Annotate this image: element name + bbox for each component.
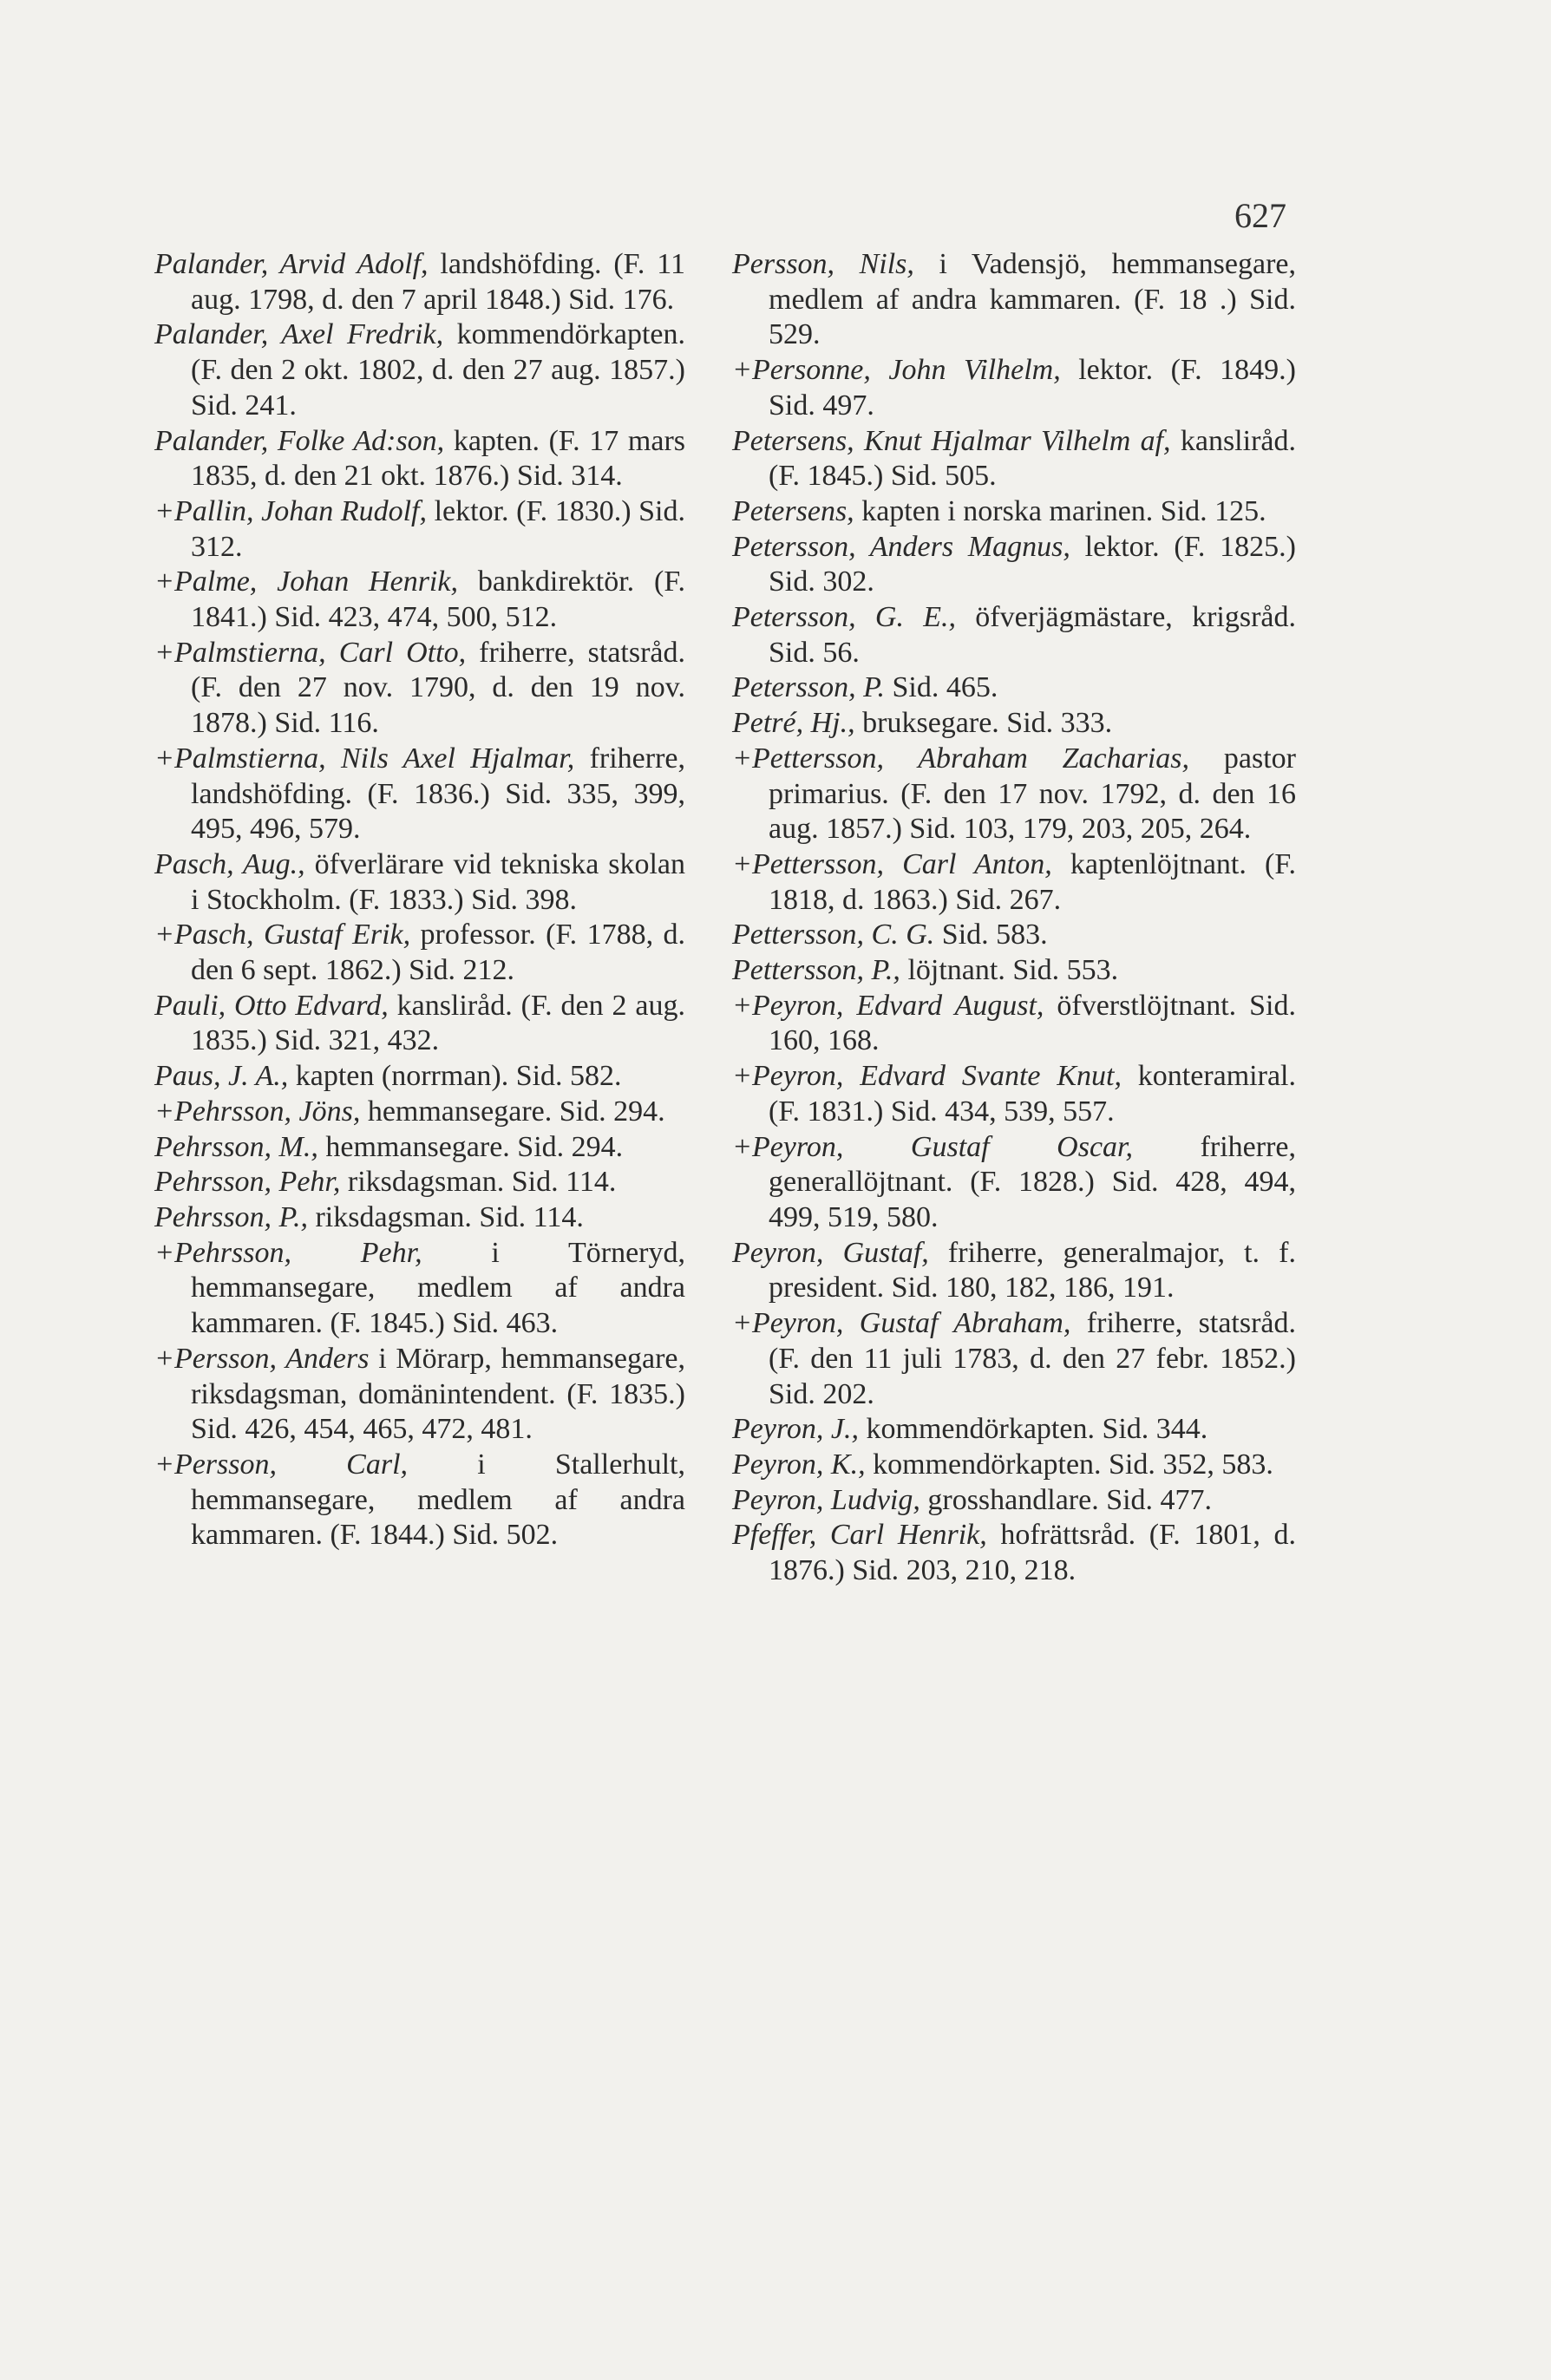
index-entry (732, 989, 1296, 1059)
entry-name: Peyron, Ludvig, (732, 1483, 920, 1516)
index-entry (732, 494, 1296, 530)
index-entry (154, 1095, 685, 1130)
index-entry (732, 742, 1296, 847)
entry-name: Peyron, K., (732, 1448, 866, 1481)
entry-details: lektor. (F. 1830.) Sid. 312. (191, 494, 685, 563)
index-entry (154, 918, 685, 988)
entry-name: +Palme, Johan Henrik, (154, 566, 458, 598)
entry-name: Peyron, J., (732, 1413, 860, 1446)
entry-details: kansliråd. (F. 1845.) Sid. 505. (769, 424, 1296, 493)
entry-details: kansliråd. (F. den 2 aug. 1835.) Sid. 321, 432. (191, 989, 685, 1057)
index-entry (154, 1130, 685, 1166)
index-entry (154, 742, 685, 847)
index-entry (154, 636, 685, 742)
entry-name: Petersens, (732, 494, 854, 527)
entry-details: Sid. 465. (884, 671, 998, 704)
entry-details: hofrättsråd. (F. 1801, d. 1876.) Sid. 203, 210, 218. (769, 1519, 1296, 1587)
entry-details: pastor primarius. (F. den 17 nov. 1792, d. den 16 aug. 1857.) Sid. 103, 179, 203, 205, 264. (769, 742, 1296, 846)
entry-details: öfverjägmästare, krigsråd. Sid. 56. (769, 601, 1296, 669)
entry-name: +Peyron, Gustaf Oscar, (732, 1130, 1134, 1163)
entry-details: i Stallerhult, hemmansegare, medlem af andra kammaren. (F. 1844.) Sid. 502. (191, 1448, 686, 1552)
entry-name: Palander, Arvid Adolf, (154, 248, 429, 280)
entry-name: Petersens, Knut Hjalmar Vilhelm af, (732, 424, 1171, 457)
entry-name: Persson, Nils, (732, 248, 914, 280)
page-number: 627 (1234, 196, 1286, 235)
index-entry (732, 1518, 1296, 1588)
entry-name: +Palmstierna, Nils Axel Hjalmar, (154, 742, 575, 775)
entry-details: bankdirektör. (F. 1841.) Sid. 423, 474, 500, 512. (191, 566, 685, 634)
entry-name: +Pasch, Gustaf Erik, (154, 919, 411, 951)
index-entry (732, 706, 1296, 742)
entry-details: professor. (F. 1788, d. den 6 sept. 1862.) Sid. 212. (191, 919, 686, 987)
entry-name: Pfeffer, Carl Henrik, (732, 1519, 987, 1552)
entry-name: +Pettersson, Carl Anton, (732, 847, 1052, 880)
index-entry (154, 1165, 685, 1200)
entry-details: Sid. 583. (934, 919, 1048, 951)
entry-details: landshöfding. (F. 11 aug. 1798, d. den 7 april 1848.) Sid. 176. (191, 248, 685, 316)
entry-name: Pehrsson, M., (154, 1130, 318, 1163)
entry-name: +Palmstierna, Carl Otto, (154, 636, 467, 669)
index-entry (732, 353, 1296, 423)
index-entry (154, 1200, 685, 1236)
entry-details: i Vadensjö, hemmansegare, medlem af andra kammaren. (F. 18 .) Sid. 529. (769, 248, 1296, 351)
entry-details: konteramiral. (F. 1831.) Sid. 434, 539, 557. (769, 1060, 1296, 1128)
entry-details: friherre, landshöfding. (F. 1836.) Sid. 335, 399, 495, 496, 579. (191, 742, 685, 846)
entry-details: kapten i norska marinen. Sid. 125. (854, 494, 1266, 527)
entry-details: öfverstlöjtnant. Sid. 160, 168. (769, 989, 1296, 1057)
entry-name: +Pettersson, Abraham Zacharias, (732, 742, 1190, 775)
index-entry (154, 424, 685, 494)
index-entry (732, 847, 1296, 918)
entry-name: Pehrsson, P., (154, 1200, 308, 1233)
index-entry (154, 317, 685, 423)
entry-details: kapten. (F. 17 mars 1835, d. den 21 okt. 1876.) Sid. 314. (191, 424, 685, 493)
entry-name: Peyron, Gustaf, (732, 1236, 929, 1269)
index-entry (732, 424, 1296, 494)
index-entry (154, 247, 685, 317)
entry-name: Palander, Folke Ad:son, (154, 424, 445, 457)
index-entry (732, 918, 1296, 953)
index-entry (154, 1342, 685, 1448)
entry-name: +Peyron, Gustaf Abraham, (732, 1307, 1071, 1340)
entry-name: Palander, Axel Fredrik, (154, 318, 444, 351)
entry-name: Petersson, P. (732, 671, 885, 704)
entry-details: riksdagsman. Sid. 114. (340, 1166, 617, 1199)
index-entry (732, 670, 1296, 706)
entry-name: +Peyron, Edvard Svante Knut, (732, 1060, 1122, 1093)
index-entry (732, 1059, 1296, 1129)
index-entry (154, 494, 685, 565)
index-entry (732, 1130, 1296, 1236)
index-entry (154, 1236, 685, 1342)
entry-name: +Pehrsson, Pehr, (154, 1236, 422, 1269)
entry-name: Pettersson, P., (732, 954, 900, 987)
entry-name: Pauli, Otto Edvard, (154, 989, 389, 1022)
index-entry (732, 247, 1296, 353)
index-entry (732, 953, 1296, 989)
index-entry (732, 1448, 1296, 1483)
index-entry (154, 847, 685, 918)
index-entry (154, 1448, 685, 1553)
entry-name: Petré, Hj., (732, 707, 855, 740)
entry-name: +Pehrsson, Jöns, (154, 1095, 361, 1128)
index-entry (732, 530, 1296, 600)
entry-name: +Persson, Anders (154, 1342, 370, 1375)
entry-name: +Peyron, Edvard August, (732, 989, 1044, 1022)
entry-details: lektor. (F. 1825.) Sid. 302. (769, 530, 1296, 598)
entry-details: i Mörarp, hemmansegare, riksdagsman, domänintendent. (F. 1835.) Sid. 426, 454, 465, 472, 481. (191, 1342, 685, 1446)
entry-name: Pettersson, C. G. (732, 919, 935, 951)
entry-name: +Personne, John Vilhelm, (732, 354, 1061, 387)
entry-details: hemmansegare. Sid. 294. (317, 1130, 624, 1163)
entry-name: +Persson, Carl, (154, 1448, 409, 1481)
entry-details: kapten (norrman). Sid. 582. (288, 1060, 622, 1093)
entry-details: friherre, generallöjtnant. (F. 1828.) Sid. 428, 494, 499, 519, 580. (769, 1130, 1296, 1233)
index-entry (732, 1306, 1296, 1412)
index-entry (732, 1483, 1296, 1519)
entry-details: kommendörkapten. (F. den 2 okt. 1802, d. den 27 aug. 1857.) Sid. 241. (191, 318, 685, 422)
entry-name: Petersson, Anders Magnus, (732, 530, 1070, 563)
entry-name: Paus, J. A., (154, 1060, 289, 1093)
entry-details: kommendörkapten. Sid. 352, 583. (865, 1448, 1273, 1481)
entry-details: friherre, generalmajor, t. f. president. Sid. 180, 182, 186, 191. (769, 1236, 1296, 1304)
entry-name: Pehrsson, Pehr, (154, 1166, 341, 1199)
entry-details: i Törneryd, hemmansegare, medlem af andra kammaren. (F. 1845.) Sid. 463. (191, 1236, 685, 1340)
entry-details: grosshandlare. Sid. 477. (919, 1483, 1213, 1516)
entry-details: friherre, statsråd. (F. den 11 juli 1783, d. den 27 febr. 1852.) Sid. 202. (769, 1307, 1297, 1410)
entry-name: Pasch, Aug., (154, 847, 305, 880)
entry-details: kaptenlöjtnant. (F. 1818, d. 1863.) Sid. 267. (769, 847, 1297, 916)
entry-details: hemmansegare. Sid. 294. (360, 1095, 665, 1128)
entry-name: +Pallin, Johan Rudolf, (154, 494, 427, 527)
index-entry (732, 1236, 1296, 1306)
index-entry (154, 1059, 685, 1095)
index-entry (732, 1412, 1296, 1448)
entry-details: lektor. (F. 1849.) Sid. 497. (769, 354, 1296, 422)
entry-details: kommendörkapten. Sid. 344. (859, 1413, 1208, 1446)
entry-details: öfverlärare vid tekniska skolan i Stockholm. (F. 1833.) Sid. 398. (191, 847, 685, 916)
entry-name: Petersson, G. E., (732, 601, 956, 634)
entry-details: löjtnant. Sid. 553. (900, 954, 1119, 987)
entry-details: riksdagsman. Sid. 114. (307, 1200, 584, 1233)
index-entry (154, 565, 685, 635)
entry-details: bruksegare. Sid. 333. (854, 707, 1113, 740)
index-entry (732, 600, 1296, 670)
index-column-right (732, 247, 1296, 1589)
entry-details: friherre, statsråd. (F. den 27 nov. 1790, d. den 19 nov. 1878.) Sid. 116. (191, 636, 685, 740)
index-column-left (154, 247, 685, 1553)
index-entry (154, 989, 685, 1059)
